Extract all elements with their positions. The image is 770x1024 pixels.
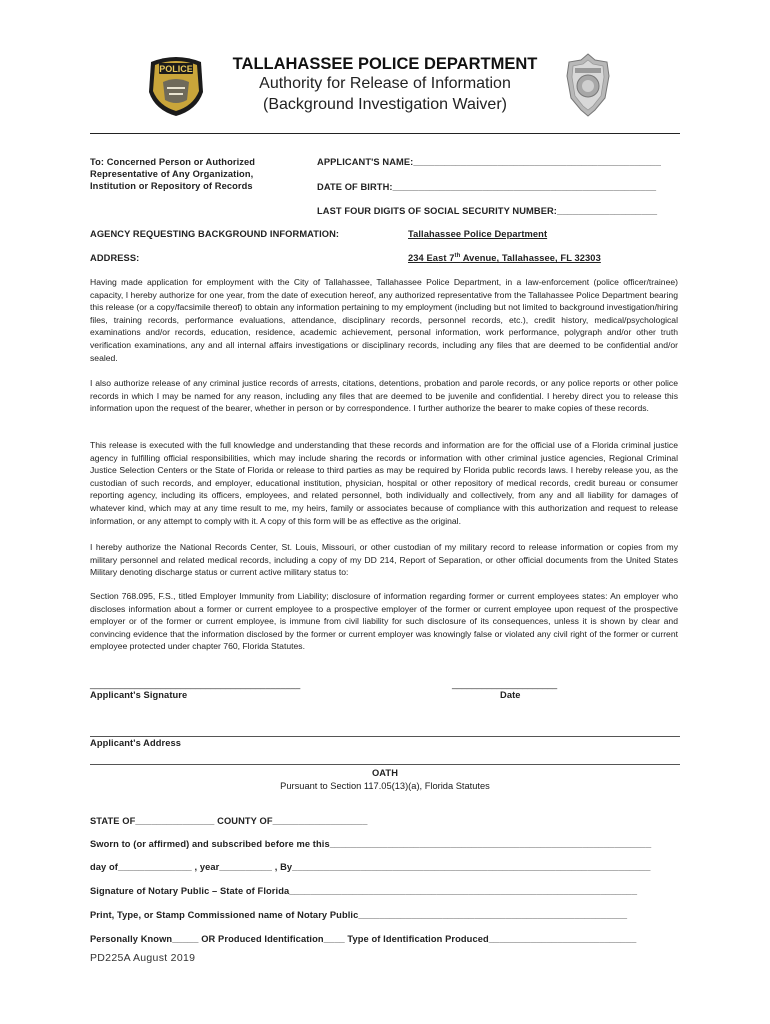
addressee-line-3: Institution or Repository of Records bbox=[90, 181, 253, 191]
ssn-last-four-field[interactable]: LAST FOUR DIGITS OF SOCIAL SECURITY NUMBER:___________________ bbox=[317, 206, 658, 216]
date-label: Date bbox=[500, 690, 521, 700]
form-id-footer: PD225A August 2019 bbox=[90, 952, 196, 964]
applicant-name-field[interactable]: APPLICANT'S NAME:_______________________________________________ bbox=[317, 157, 662, 167]
agency-value: Tallahassee Police Department bbox=[408, 229, 548, 239]
paragraph-statute: Section 768.095, F.S., titled Employer Immunity from Liability; disclosure of information regarding former or current employees states: An employer who discloses information about a former or current employee to a prospective employer of the former or current employee upon request of the prospective employer or of the former or current employee, is immune from civil liability for such disclosure of its consequences, unless it is shown by clear and convincing evidence that the information disclosed by the former or current employer was knowingly false or violated any civil right of the former or current employee protected under chapter 760, Florida Statutes. bbox=[90, 591, 678, 652]
applicant-signature-label: Applicant's Signature bbox=[90, 690, 188, 700]
sworn-field[interactable]: Sworn to (or affirmed) and subscribed before me this_____________________________________________________________ bbox=[90, 839, 652, 849]
paragraph-criminal-records: I also authorize release of any criminal justice records of arrests, citations, detentions, probation and parole records, or any police reports or other police records in which I may be named for any reason, including any files that are deemed to be juvenile and confidential. I hereby direct you to release this information upon the request of the bearer, whether in person or by correspondence. I further authorize the bearer to make copies of these records. bbox=[90, 378, 678, 414]
form-title: Authority for Release of Information bbox=[259, 75, 511, 92]
oath-subtitle: Pursuant to Section 117.05(13)(a), Florida Statutes bbox=[280, 781, 490, 791]
paragraph-release: This release is executed with the full knowledge and understanding that these records and information are for the official use of a Florida criminal justice agency in fulfilling official responsibilities, which may include sharing the records or information with other criminal justice agencies, Regional Criminal Justice Selection Centers or the State of Florida or release to third parties as may be required by Florida public records laws. I hereby release you, as the custodian of such records, and employer, educational institution, physician, hospital or other repository of medical records, credit bureau or consumer reporting agency, including its officers, employees, and related personnel, both individually and collectively, from any and all liability for damages of whatever kind, which may at any time result to me, my heirs, family or associates because of compliance with this authorization and request to release information, or any attempt to comply with it. A copy of this form will be as effective as the original. bbox=[90, 440, 678, 526]
day-year-field[interactable]: day of______________ , year__________ , By____________________________________________________________________ bbox=[90, 862, 651, 872]
notary-name-field[interactable]: Print, Type, or Stamp Commissioned name of Notary Public___________________________________________________ bbox=[90, 910, 628, 920]
applicant-address-label: Applicant's Address bbox=[90, 738, 182, 748]
date-of-birth-field[interactable]: DATE OF BIRTH:__________________________________________________ bbox=[317, 182, 657, 192]
addressee-line-2: Representative of Any Organization, bbox=[90, 169, 254, 179]
agency-label: AGENCY REQUESTING BACKGROUND INFORMATION: bbox=[90, 229, 340, 239]
identification-field[interactable]: Personally Known_____ OR Produced Identification____ Type of Identification Produced____________________________ bbox=[90, 934, 637, 944]
oath-title: OATH bbox=[371, 768, 399, 778]
form-subtitle: (Background Investigation Waiver) bbox=[263, 96, 507, 113]
header-divider bbox=[90, 133, 680, 134]
paragraph-authorization: Having made application for employment with the City of Tallahassee, Tallahassee Police Department, in a law-enforcement (police officer/trainee) capacity, I hereby authorize for one year, from the date of execution hereof, any authorized representative from the Tallahassee Police Department bearing this release (or a copy/facsimile thereof) to obtain any information pertaining to my employment (including but not limited to background investigation/hiring files, training records, performance evaluations, attendance, disciplinary records, personnel records, etc.), credit history, medical/psychological examinations and/or records, education, residence, academic achievement, personal information, work performance, polygraph and/or other truth verification examinations, any and all internal affairs investigations or disciplinary records, including any files that are deemed to be confidential and/or sealed. bbox=[90, 277, 678, 363]
address-divider bbox=[90, 764, 680, 765]
state-county-field[interactable]: STATE OF_______________ COUNTY OF__________________ bbox=[90, 816, 368, 826]
date-line[interactable]: _____________________ bbox=[452, 679, 558, 689]
addressee-line-1: To: Concerned Person or Authorized bbox=[90, 157, 256, 167]
svg-text:POLICE: POLICE bbox=[159, 64, 193, 74]
department-title: TALLAHASSEE POLICE DEPARTMENT bbox=[232, 55, 538, 73]
paragraph-military: I hereby authorize the National Records Center, St. Louis, Missouri, or other custodian of my military record to release information or copies from my military personnel and related medical records, including a copy of my DD 214, Report of Separation, or other official documents from the United States Military denoting discharge status or current active military status to: bbox=[90, 542, 678, 578]
address-label: ADDRESS: bbox=[90, 253, 140, 263]
address-line[interactable] bbox=[90, 736, 680, 737]
signature-line[interactable]: __________________________________________ bbox=[90, 679, 301, 689]
notary-signature-field[interactable]: Signature of Notary Public – State of Florida__________________________________________________________________ bbox=[90, 886, 638, 896]
address-value: 234 East 7th Avenue, Tallahassee, FL 32303 bbox=[408, 253, 601, 264]
